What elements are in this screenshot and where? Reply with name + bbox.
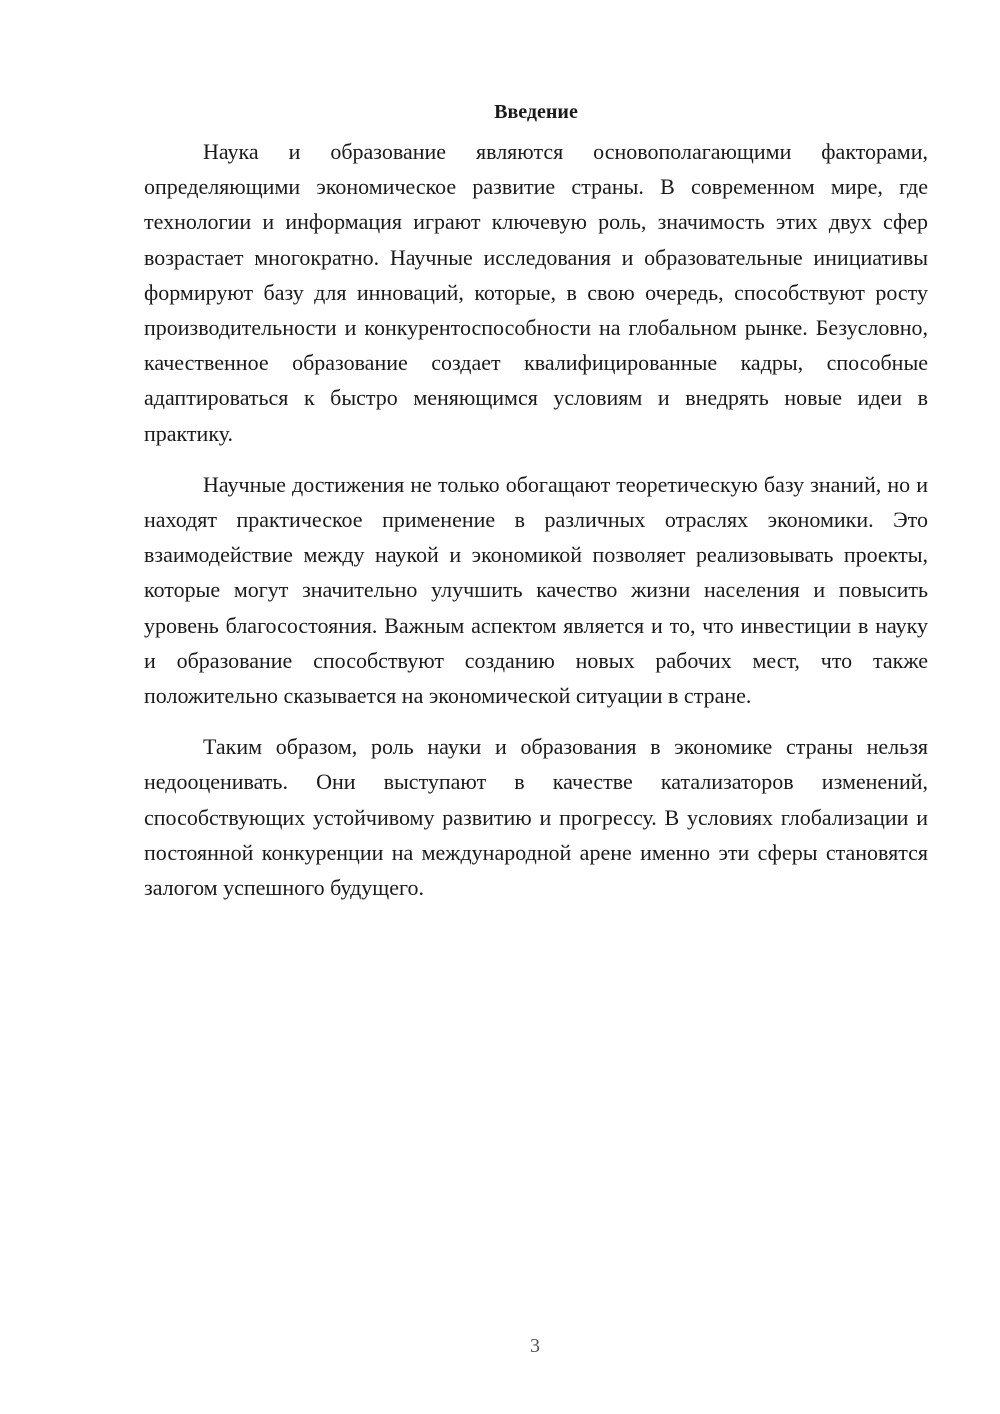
- paragraph-2: Научные достижения не только обогащают теоретическую базу знаний, но и находят практическое применение в различных отраслях экономики. Это взаимодействие между наукой и экономикой позволяет реализовывать проекты, которые могут значительно улучшить качество жизни населения и повысить уровень благосостояния. Важным аспектом является и то, что инвестиции в науку и образование способствуют созданию новых рабочих мест, что также положительно сказывается на экономической ситуации в стране.: [144, 471, 928, 709]
- paragraph-3: Таким образом, роль науки и образования в экономике страны нельзя недооценивать. Они выступают в качестве катализаторов изменений, способствующих устойчивому развитию и прогрессу. В условиях глобализации и постоянной конкуренции на международной арене именно эти сферы становятся залогом успешного будущего.: [144, 734, 928, 901]
- page-content: [144, 98, 928, 921]
- paragraph-1: Наука и образование являются основополагающими факторами, определяющими экономическое развитие страны. В современном мире, где технологии и информация играют ключевую роль, значимость этих двух сфер возрастает многократно. Научные исследования и образовательные инициативы формируют базу для инноваций, которые, в свою очередь, способствуют росту производительности и конкурентоспособности на глобальном рынке. Безусловно, качественное образование создает квалифицированные кадры, способные адаптироваться к быстро меняющимся условиям и внедрять новые идеи в практику.: [144, 139, 928, 446]
- page-number: 3: [530, 1335, 540, 1357]
- section-heading: Введение: [494, 101, 578, 123]
